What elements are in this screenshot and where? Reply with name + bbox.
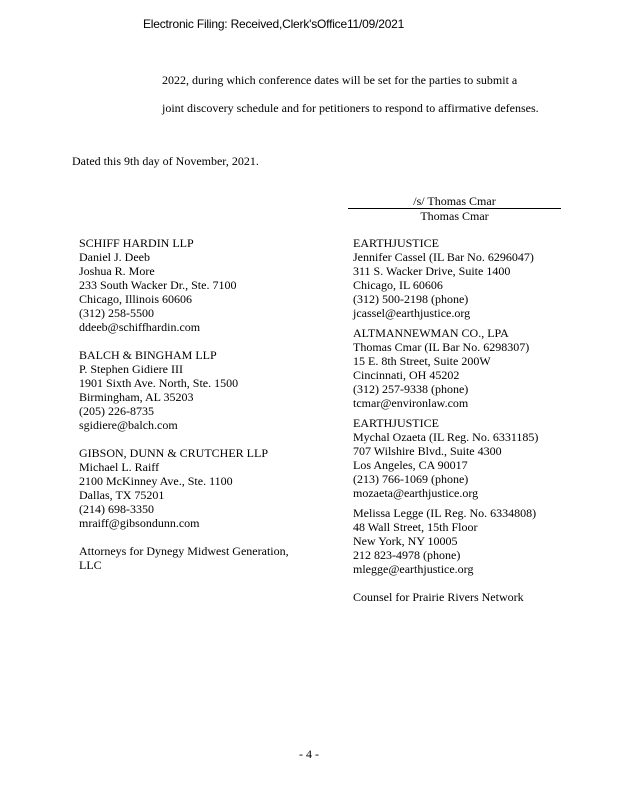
counsel-block-schiff-hardin <box>79 236 304 334</box>
address-line: 2100 McKinney Ave., Ste. 1100 <box>79 474 233 488</box>
address-line: Chicago, IL 60606 <box>353 278 443 292</box>
dated-line: Dated this 9th day of November, 2021. <box>72 154 259 168</box>
firm-name: SCHIFF HARDIN LLP <box>79 236 194 250</box>
phone-number: 212 823-4978 (phone) <box>353 548 461 562</box>
email-address: mraiff@gibsondunn.com <box>79 516 200 530</box>
address-line: Los Angeles, CA 90017 <box>353 458 468 472</box>
counsel-block-altmannewman <box>353 326 588 410</box>
page-number: - 4 - <box>299 747 319 761</box>
firm-name: ALTMANNEWMAN CO., LPA <box>353 326 509 340</box>
signature-block <box>348 194 561 223</box>
phone-number: (312) 258-5500 <box>79 306 154 320</box>
counsel-block-earthjustice-la <box>353 416 588 500</box>
right-counsel-column <box>353 236 588 604</box>
address-line: 233 South Wacker Dr., Ste. 7100 <box>79 278 237 292</box>
attorney-name: Melissa Legge (IL Reg. No. 6334808) <box>353 506 537 520</box>
address-line: 48 Wall Street, 15th Floor <box>353 520 478 534</box>
email-address: ddeeb@schiffhardin.com <box>79 320 201 334</box>
body-text-line: 2022, during which conference dates will be set for the parties to submit a <box>162 73 518 87</box>
left-counsel-column <box>79 236 304 572</box>
address-line: Dallas, TX 75201 <box>79 488 165 502</box>
counsel-block-earthjustice-chicago <box>353 236 588 320</box>
address-line: Birmingham, AL 35203 <box>79 390 194 404</box>
counsel-block-balch-bingham <box>79 348 304 432</box>
counsel-for-statement: Counsel for Prairie Rivers Network <box>353 590 524 604</box>
phone-number: (205) 226-8735 <box>79 404 154 418</box>
address-line: New York, NY 10005 <box>353 534 458 548</box>
attorney-name: P. Stephen Gidiere III <box>79 362 183 376</box>
filing-stamp: Electronic Filing: Received,Clerk'sOffice11/09/2021 <box>143 17 405 31</box>
phone-number: (214) 698-3350 <box>79 502 154 516</box>
address-line: 15 E. 8th Street, Suite 200W <box>353 354 491 368</box>
firm-name: GIBSON, DUNN & CRUTCHER LLP <box>79 446 269 460</box>
email-address: jcassel@earthjustice.org <box>353 306 471 320</box>
electronic-signature: /s/ Thomas Cmar <box>348 194 561 209</box>
attorney-name: Jennifer Cassel (IL Bar No. 6296047) <box>353 250 534 264</box>
counsel-block-earthjustice-ny <box>353 506 588 576</box>
phone-number: (312) 257-9338 (phone) <box>353 382 469 396</box>
email-address: sgidiere@balch.com <box>79 418 178 432</box>
firm-name: EARTHJUSTICE <box>353 236 439 250</box>
firm-name: EARTHJUSTICE <box>353 416 439 430</box>
firm-name: BALCH & BINGHAM LLP <box>79 348 217 362</box>
attorney-name: Michael L. Raiff <box>79 460 160 474</box>
attorney-name: Thomas Cmar (IL Bar No. 6298307) <box>353 340 530 354</box>
address-line: Chicago, Illinois 60606 <box>79 292 192 306</box>
attorney-name: Daniel J. Deeb <box>79 250 150 264</box>
address-line: 311 S. Wacker Drive, Suite 1400 <box>353 264 511 278</box>
attorneys-for-statement: Attorneys for Dynegy Midwest Generation, LLC <box>79 544 289 572</box>
phone-number: (213) 766-1069 (phone) <box>353 472 469 486</box>
address-line: Cincinnati, OH 45202 <box>353 368 460 382</box>
address-line: 1901 Sixth Ave. North, Ste. 1500 <box>79 376 239 390</box>
attorney-name: Joshua R. More <box>79 264 155 278</box>
attorney-name: Mychal Ozaeta (IL Reg. No. 6331185) <box>353 430 539 444</box>
signatory-name: Thomas Cmar <box>420 209 489 223</box>
email-address: mlegge@earthjustice.org <box>353 562 474 576</box>
address-line: 707 Wilshire Blvd., Suite 4300 <box>353 444 502 458</box>
counsel-block-gibson-dunn <box>79 446 304 530</box>
body-text-line: joint discovery schedule and for petitioners to respond to affirmative defenses. <box>162 101 539 115</box>
email-address: tcmar@environlaw.com <box>353 396 469 410</box>
phone-number: (312) 500-2198 (phone) <box>353 292 469 306</box>
email-address: mozaeta@earthjustice.org <box>353 486 479 500</box>
